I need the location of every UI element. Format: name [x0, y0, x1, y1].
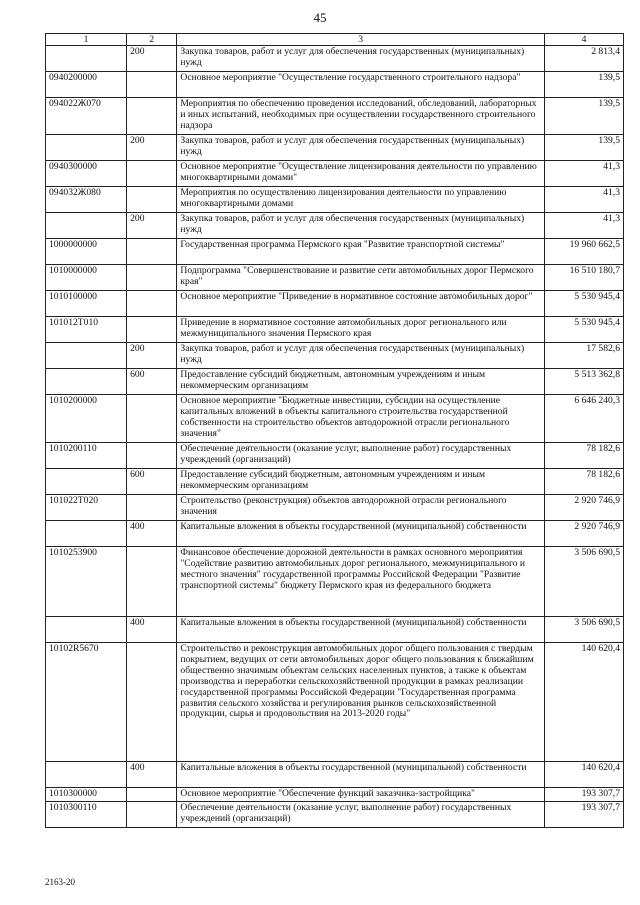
table-row: [46, 213, 624, 239]
row-amount: 139,5: [544, 98, 623, 135]
row-amount: 78 182,6: [544, 469, 623, 495]
row-amount: 41,3: [544, 213, 623, 239]
row-name: Строительство и реконструкция автомобильных дорог общего пользования с твердым покрытием, ведущих от сети автомобильных дорог общего пользования к ближайшим общественно значимым объектам сельских населенных пунктов, а также к объектам производства и переработки сельскохозяйственной продукции в рамках реализации государственной программы Российской Федерации "Государственная программа развития сельского хозяйства и регулирования рынков сельскохозяйственной продукции, сырья и продовольствия на 2013-2020 годы": [177, 643, 545, 762]
row-amount: 41,3: [544, 161, 623, 187]
table-row: [46, 187, 624, 213]
row-code: 10102R5670: [46, 643, 127, 762]
table-row: [46, 469, 624, 495]
row-code: 1010100000: [46, 291, 127, 317]
header-col-3: 3: [177, 34, 545, 46]
table-row: [46, 239, 624, 265]
table-row: [46, 762, 624, 788]
row-name: Строительство (реконструкция) объектов автодорожной отрасли регионального значения: [177, 495, 545, 521]
table-row: [46, 643, 624, 762]
row-name: Закупка товаров, работ и услуг для обеспечения государственных (муниципальных) нужд: [177, 343, 545, 369]
page-number: 45: [313, 10, 327, 25]
row-expense-type: [127, 239, 177, 265]
row-expense-type: [127, 317, 177, 343]
row-name: Основное мероприятие "Обеспечение функций заказчика-застройщика": [177, 788, 545, 802]
table-row: [46, 547, 624, 617]
row-name: Основное мероприятие "Бюджетные инвестиции, субсидии на осуществление капитальных вложений в объекты капитального строительства государственной собственности на строительство объектов автодорожной отрасли регионального значения": [177, 395, 545, 443]
footer-code: 2163-20: [45, 877, 75, 887]
row-amount: 3 506 690,5: [544, 547, 623, 617]
row-amount: 3 506 690,5: [544, 617, 623, 643]
row-amount: 5 513 362,8: [544, 369, 623, 395]
row-name: Капитальные вложения в объекты государственной (муниципальной) собственности: [177, 617, 545, 643]
row-amount: 193 307,7: [544, 788, 623, 802]
row-code: 0940300000: [46, 161, 127, 187]
row-expense-type: [127, 291, 177, 317]
table-row: [46, 521, 624, 547]
row-name: Закупка товаров, работ и услуг для обеспечения государственных (муниципальных) нужд: [177, 213, 545, 239]
row-code: [46, 369, 127, 395]
row-expense-type: [127, 395, 177, 443]
table-row: [46, 161, 624, 187]
row-name: Подпрограмма "Совершенствование и развитие сети автомобильных дорог Пермского края": [177, 265, 545, 291]
row-expense-type: [127, 161, 177, 187]
table-row: [46, 291, 624, 317]
row-name: Финансовое обеспечение дорожной деятельности в рамках основного мероприятия "Содействие развитию автомобильных дорог регионального, межмуниципального и местного значения" государственной программы Российской Федерации "Развитие транспортной системы" бюджету Пермского края из федерального бюджета: [177, 547, 545, 617]
row-expense-type: [127, 643, 177, 762]
row-code: [46, 213, 127, 239]
row-name: Государственная программа Пермского края "Развитие транспортной системы": [177, 239, 545, 265]
header-col-2: 2: [127, 34, 177, 46]
row-code: 094032Ж080: [46, 187, 127, 213]
row-code: [46, 343, 127, 369]
table-row: [46, 343, 624, 369]
header-col-4: 4: [544, 34, 623, 46]
row-expense-type: [127, 495, 177, 521]
row-expense-type: [127, 187, 177, 213]
row-name: Обеспечение деятельности (оказание услуг, выполнение работ) государственных учреждений (организаций): [177, 443, 545, 469]
row-amount: 193 307,7: [544, 801, 623, 827]
row-code: 0940200000: [46, 72, 127, 98]
table-row: [46, 617, 624, 643]
row-amount: 6 646 240,3: [544, 395, 623, 443]
row-name: Закупка товаров, работ и услуг для обеспечения государственных (муниципальных) нужд: [177, 135, 545, 161]
row-amount: 41,3: [544, 187, 623, 213]
row-expense-type: [127, 98, 177, 135]
row-code: 101012Т010: [46, 317, 127, 343]
row-name: Мероприятия по обеспечению проведения исследований, обследований, лабораторных и иных испытаний, необходимых при осуществлении государственного строительного надзора: [177, 98, 545, 135]
row-amount: 140 620,4: [544, 762, 623, 788]
row-amount: 16 510 180,7: [544, 265, 623, 291]
row-expense-type: 400: [127, 521, 177, 547]
row-name: Капитальные вложения в объекты государственной (муниципальной) собственности: [177, 521, 545, 547]
table-row: [46, 46, 624, 72]
row-name: Основное мероприятие "Осуществление лицензирования деятельности по управлению многоквартирными домами": [177, 161, 545, 187]
table-row: [46, 317, 624, 343]
row-code: [46, 469, 127, 495]
table-header-row: [46, 34, 624, 46]
row-code: [46, 135, 127, 161]
row-expense-type: 200: [127, 343, 177, 369]
row-code: [46, 521, 127, 547]
row-expense-type: [127, 265, 177, 291]
header-col-1: 1: [46, 34, 127, 46]
row-name: Приведение в нормативное состояние автомобильных дорог регионального или межмуниципального значения Пермского края: [177, 317, 545, 343]
row-expense-type: 200: [127, 46, 177, 72]
row-name: Предоставление субсидий бюджетным, автономным учреждениям и иным некоммерческим организациям: [177, 469, 545, 495]
row-code: 1010200110: [46, 443, 127, 469]
row-expense-type: [127, 801, 177, 827]
row-code: 1010253900: [46, 547, 127, 617]
table-row: [46, 443, 624, 469]
row-code: [46, 617, 127, 643]
row-expense-type: 600: [127, 369, 177, 395]
row-expense-type: [127, 547, 177, 617]
table-row: [46, 135, 624, 161]
row-name: Закупка товаров, работ и услуг для обеспечения государственных (муниципальных) нужд: [177, 46, 545, 72]
row-code: 1000000000: [46, 239, 127, 265]
row-amount: 2 920 746,9: [544, 521, 623, 547]
row-expense-type: 400: [127, 617, 177, 643]
row-code: [46, 762, 127, 788]
row-code: [46, 46, 127, 72]
row-name: Обеспечение деятельности (оказание услуг, выполнение работ) государственных учреждений (организаций): [177, 801, 545, 827]
row-code: 1010000000: [46, 265, 127, 291]
row-expense-type: [127, 788, 177, 802]
row-expense-type: [127, 72, 177, 98]
row-name: Капитальные вложения в объекты государственной (муниципальной) собственности: [177, 762, 545, 788]
row-name: Основное мероприятие "Приведение в нормативное состояние автомобильных дорог": [177, 291, 545, 317]
budget-table: [45, 33, 624, 828]
row-amount: 78 182,6: [544, 443, 623, 469]
row-code: 094022Ж070: [46, 98, 127, 135]
row-code: 101022Т020: [46, 495, 127, 521]
row-expense-type: 600: [127, 469, 177, 495]
row-amount: 140 620,4: [544, 643, 623, 762]
row-name: Мероприятия по осуществлению лицензирования деятельности по управлению многоквартирными домами: [177, 187, 545, 213]
row-code: 1010200000: [46, 395, 127, 443]
table-row: [46, 265, 624, 291]
row-amount: 2 920 746,9: [544, 495, 623, 521]
row-expense-type: 200: [127, 213, 177, 239]
table-row: [46, 788, 624, 802]
row-expense-type: 400: [127, 762, 177, 788]
row-amount: 5 530 945,4: [544, 291, 623, 317]
row-code: 1010300000: [46, 788, 127, 802]
row-expense-type: 200: [127, 135, 177, 161]
table-row: [46, 72, 624, 98]
table-row: [46, 369, 624, 395]
table-row: [46, 395, 624, 443]
row-amount: 139,5: [544, 135, 623, 161]
table-row: [46, 98, 624, 135]
row-amount: 2 813,4: [544, 46, 623, 72]
row-amount: 5 530 945,4: [544, 317, 623, 343]
row-amount: 17 582,6: [544, 343, 623, 369]
row-amount: 139,5: [544, 72, 623, 98]
row-name: Предоставление субсидий бюджетным, автономным учреждениям и иным некоммерческим организациям: [177, 369, 545, 395]
table-row: [46, 801, 624, 827]
table-row: [46, 495, 624, 521]
row-code: 1010300110: [46, 801, 127, 827]
row-amount: 19 960 662,5: [544, 239, 623, 265]
row-expense-type: [127, 443, 177, 469]
row-name: Основное мероприятие "Осуществление государственного строительного надзора": [177, 72, 545, 98]
